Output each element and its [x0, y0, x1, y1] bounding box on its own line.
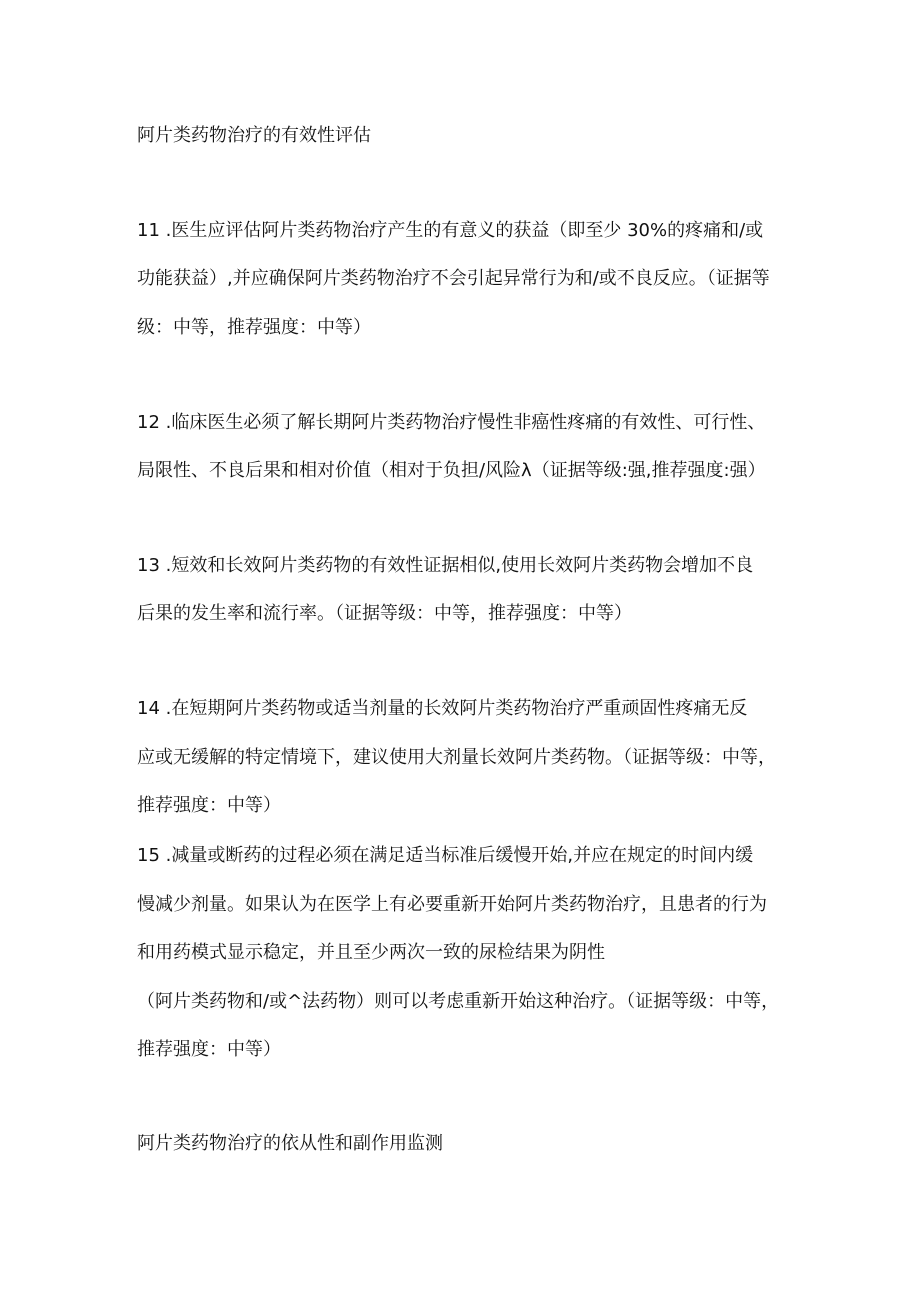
recommendation-15-line-1: 15 .减量或断药的过程必须在满足适当标准后缓慢开始,并应在规定的时间内缓	[137, 845, 754, 866]
recommendation-14-line-2: 应或无缓解的特定情境下，建议使用大剂量长效阿片类药物。（证据等级：中等，	[137, 747, 776, 768]
recommendation-11-line-3: 级：中等，推荐强度：中等）	[137, 317, 371, 338]
recommendation-11-line-2: 功能获益）,并应确保阿片类药物治疗不会引起异常行为和/或不良反应。（证据等	[137, 268, 770, 289]
recommendation-15-line-4: （阿片类药物和/或^法药物）则可以考虑重新开始这种治疗。（证据等级：中等，	[137, 991, 780, 1012]
recommendation-13-line-2: 后果的发生率和流行率。（证据等级：中等，推荐强度：中等）	[137, 603, 632, 624]
recommendation-14-line-1: 14 .在短期阿片类药物或适当剂量的长效阿片类药物治疗严重顽固性疼痛无反	[137, 698, 748, 719]
recommendation-12-line-1: 12 .临床医生必须了解长期阿片类药物治疗慢性非癌性疼痛的有效性、可行性、	[137, 412, 766, 433]
section-heading-efficacy: 阿片类药物治疗的有效性评估	[137, 125, 371, 146]
recommendation-15-line-2: 慢减少剂量。如果认为在医学上有必要重新开始阿片类药物治疗，且患者的行为	[137, 894, 767, 915]
recommendation-13-line-1: 13 .短效和长效阿片类药物的有效性证据相似,使用长效阿片类药物会增加不良	[137, 555, 754, 576]
recommendation-15-line-5: 推荐强度：中等）	[137, 1039, 281, 1060]
recommendation-15-line-3: 和用药模式显示稳定，并且至少两次一致的尿检结果为阴性	[137, 942, 605, 963]
recommendation-14-line-3: 推荐强度：中等）	[137, 795, 281, 816]
section-heading-adherence: 阿片类药物治疗的依从性和副作用监测	[137, 1133, 443, 1154]
recommendation-11-line-1: 11 .医生应评估阿片类药物治疗产生的有意义的获益（即至少 30%的疼痛和/或	[137, 220, 764, 241]
recommendation-12-line-2: 局限性、不良后果和相对价值（相对于负担/风险λ（证据等级:强,推荐强度:强）	[137, 460, 766, 481]
